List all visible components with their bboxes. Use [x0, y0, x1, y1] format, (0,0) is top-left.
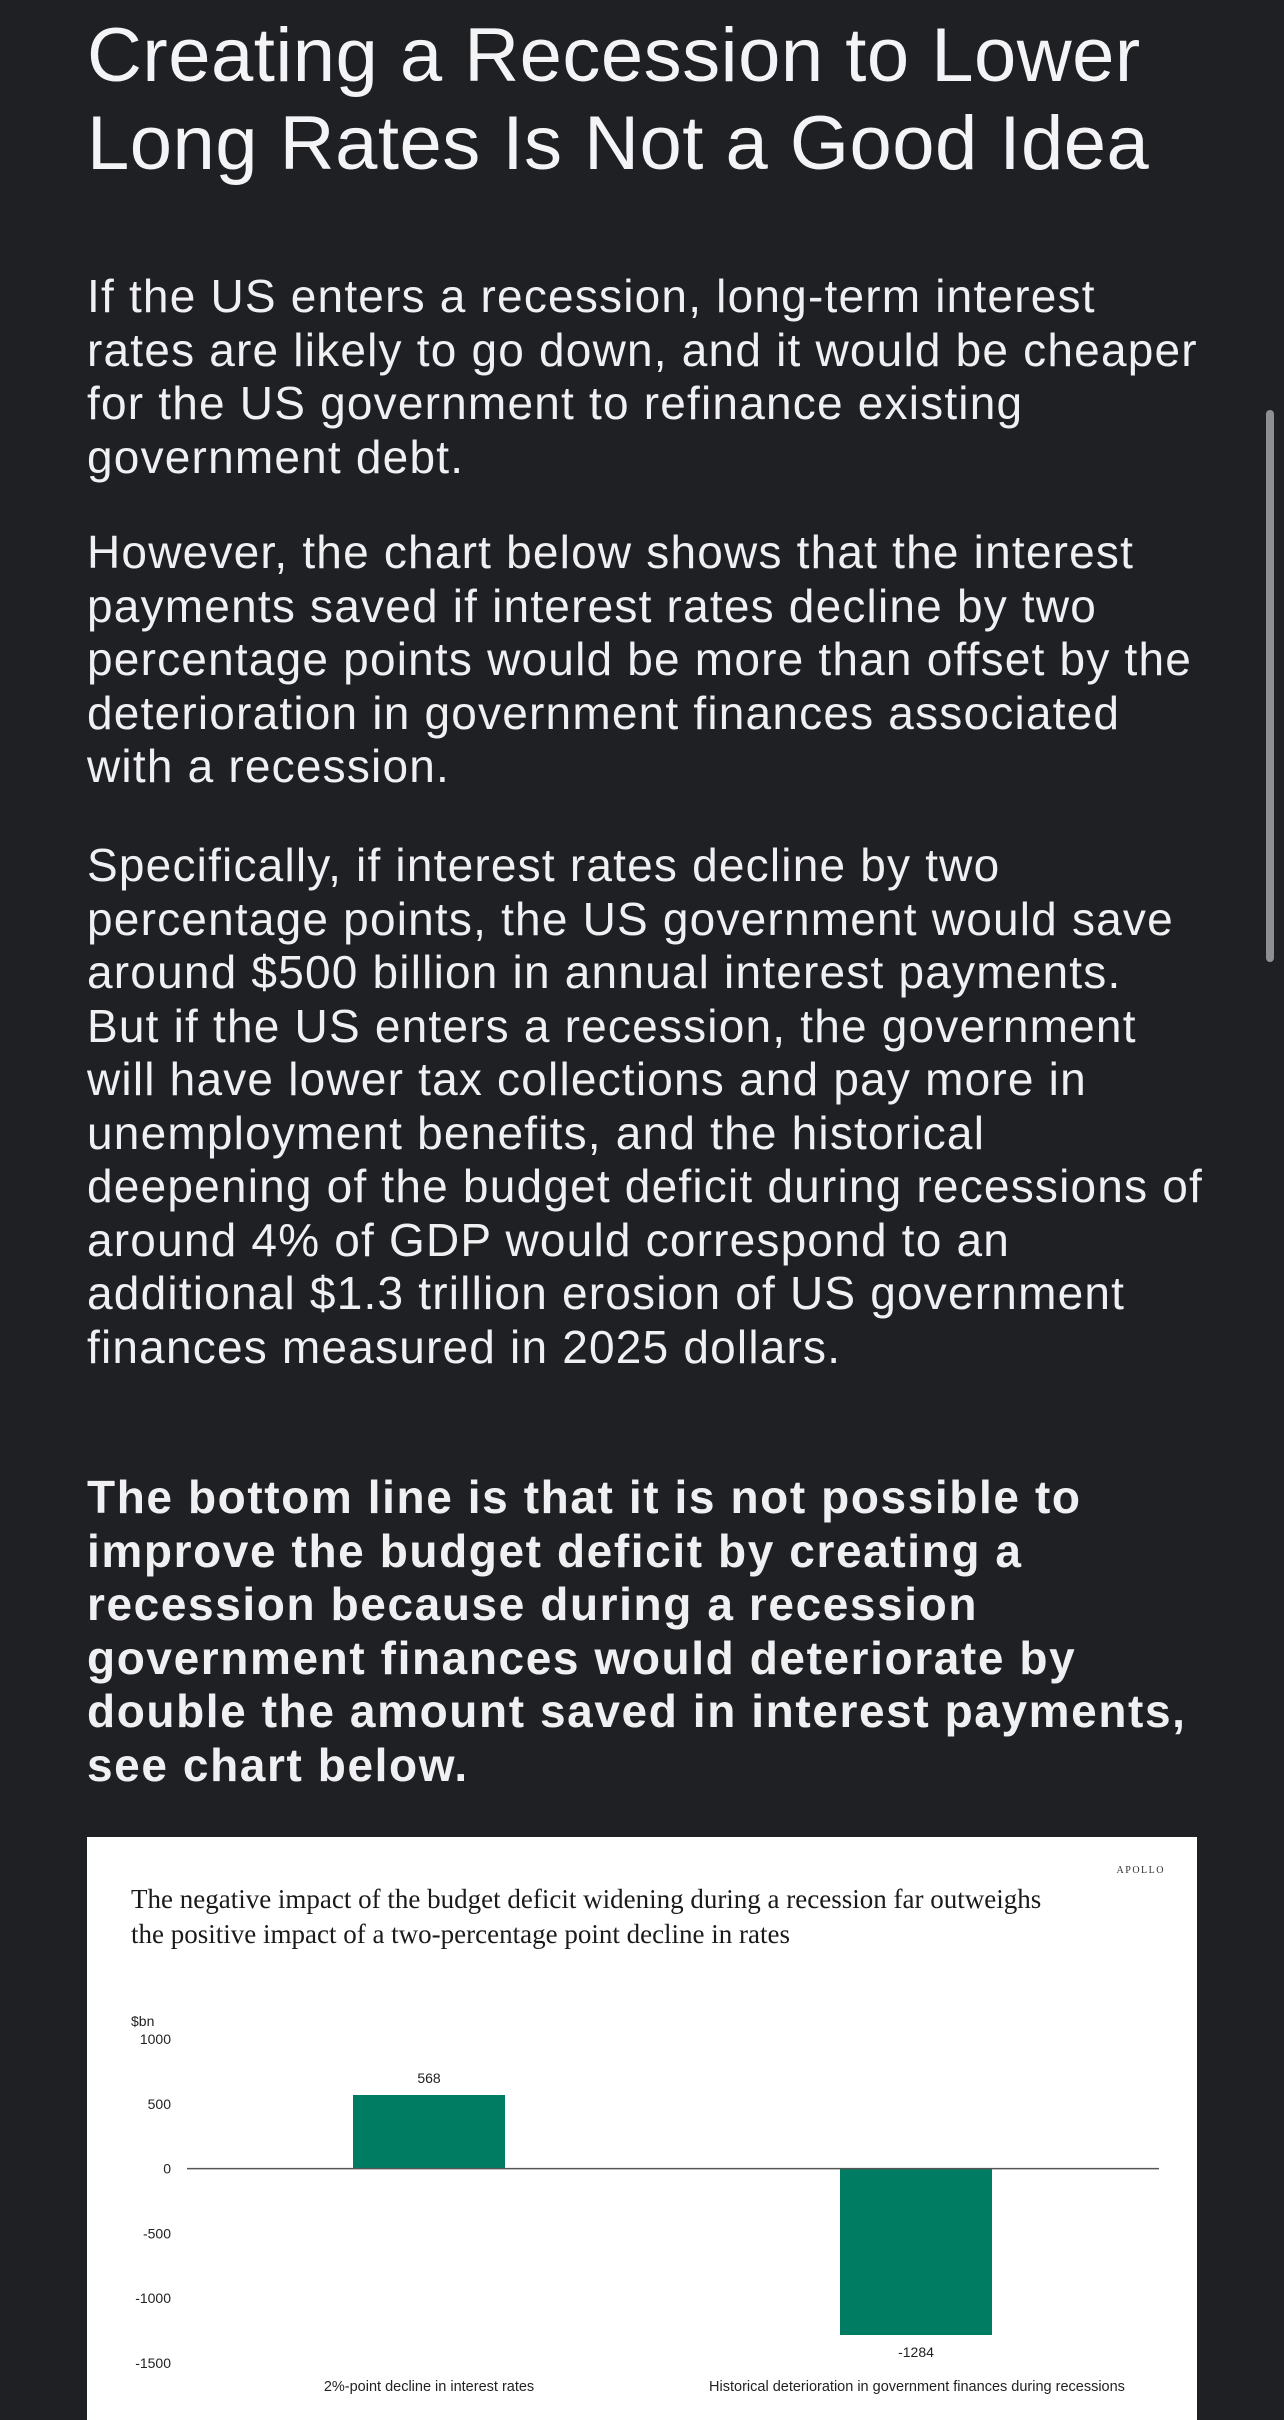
paragraph-3: Specifically, if interest rates decline by two percentage points, the US government would save around $500 billion in annual interest payments. But if the US enters a recession, the government will have lower tax collections and pay more in unemployment benefits, and the historical deepening of the budget deficit during recessions of around 4% of GDP would correspond to an additional $1.3 trillion erosion of US government finances measured in 2025 dollars. — [87, 839, 1204, 1373]
y-tick-label: 1000 — [139, 2031, 171, 2047]
article-title: Creating a Recession to Lower Long Rates Is Not a Good Idea — [87, 13, 1150, 186]
chart-brand: APOLLO — [1116, 1865, 1165, 1876]
bottom-line-paragraph: The bottom line is that it is not possible to improve the budget deficit by creating a recession because during a recession government finances would deteriorate by double the amount saved in interest payments, see chart below. — [87, 1471, 1187, 1791]
y-axis-ticks — [135, 2031, 171, 2371]
chart-title-line-1: The negative impact of the budget deficit widening during a recession far outweighs — [131, 1884, 1042, 1914]
bar-value-label: -1284 — [898, 2344, 934, 2361]
chart-card — [87, 1837, 1197, 2420]
budget-impact-chart — [87, 1837, 1197, 2420]
category-label: 2%-point decline in interest rates — [323, 2379, 535, 2395]
paragraph-1: If the US enters a recession, long-term interest rates are likely to go down, and it would be cheaper for the US government to refinance existing government debt. — [87, 270, 1198, 483]
y-tick-label: -1000 — [135, 2290, 171, 2307]
chart-title-line-2: the positive impact of a two-percentage point decline in rates — [131, 1919, 791, 1949]
y-tick-label: -500 — [142, 2225, 171, 2242]
bars — [353, 2095, 992, 2335]
bar-value-label: 568 — [417, 2069, 441, 2086]
y-axis-label: $bn — [131, 2013, 155, 2029]
paragraph-2: However, the chart below shows that the interest payments saved if interest rates decline by two percentage points would be more than offset by the deterioration in government finances associated with a recession. — [87, 526, 1193, 792]
y-tick-label: 0 — [163, 2160, 171, 2177]
scrollbar-thumb[interactable] — [1266, 410, 1274, 962]
bar-2 — [840, 2169, 992, 2335]
category-labels — [324, 2379, 1125, 2395]
y-tick-label: -1500 — [135, 2355, 171, 2371]
y-tick-label: 500 — [147, 2095, 171, 2112]
category-label: Historical deterioration in government finances during recessions — [709, 2379, 1125, 2395]
bar-1 — [353, 2095, 505, 2169]
